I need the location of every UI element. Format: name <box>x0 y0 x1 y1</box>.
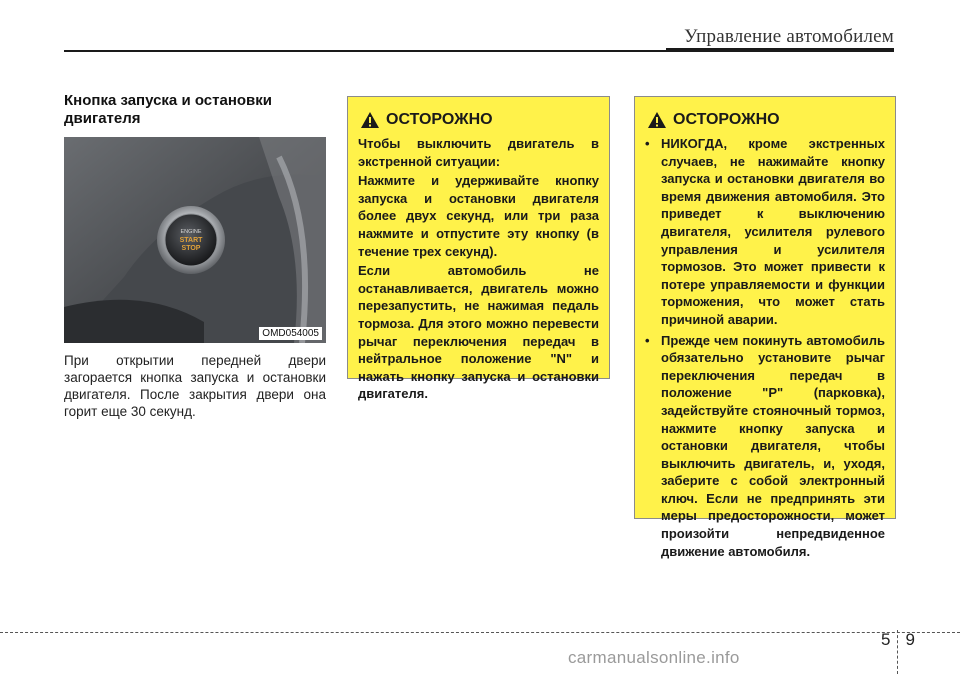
image-caption: OMD054005 <box>259 327 322 340</box>
page-index: 9 <box>905 630 915 649</box>
header-rule-accent <box>666 48 894 52</box>
watermark: carmanualsonline.info <box>568 648 740 667</box>
warning-paragraph: Если автомобиль не останавливается, двигатель можно перезапустить, не нажимая педаль тормоза. Для этого можно перевести рычаг переключения передач в нейтральное положение "N" и нажать кнопку запуска и остановки двигателя. <box>358 263 599 402</box>
list-item <box>645 332 885 561</box>
warning-box-emergency-stop <box>347 96 610 402</box>
warning-list <box>645 135 885 560</box>
engine-start-button-photo <box>64 137 326 343</box>
warning-title-text: ОСТОРОЖНО <box>673 111 780 129</box>
warning-title-text: ОСТОРОЖНО <box>386 111 493 129</box>
page-number-divider <box>897 630 898 674</box>
warning-triangle-icon <box>647 111 667 129</box>
warning-box-driving-safety <box>634 96 896 559</box>
button-label-engine: ENGINE <box>180 229 202 235</box>
page-chapter: 5 <box>881 630 891 649</box>
warning-title <box>647 109 885 131</box>
bullet-icon: • <box>645 332 650 348</box>
list-item <box>645 135 885 329</box>
list-item-text: Прежде чем покинуть автомобиль обязательно установите рычаг переключения передач в положение "P" (парковка), задействуйте стояночный тормоз, нажмите кнопку запуска и остановки двигателя, чтобы выключить двигатель, и, уходя, заберите с собой электронный ключ. Если не предпринять эти меры предосторожности, может произойти непредвиденное движение автомобиля. <box>661 332 885 559</box>
warning-paragraph: Чтобы выключить двигатель в экстренной ситуации: <box>358 136 599 169</box>
body-paragraph: При открытии передней двери загорается кнопка запуска и остановки двигателя. После закрытия двери она горит еще 30 секунд. <box>64 353 326 419</box>
dashboard-illustration <box>64 137 326 343</box>
footer-rule <box>0 632 960 633</box>
page-number <box>881 630 915 674</box>
warning-title <box>360 109 599 131</box>
warning-paragraph: Нажмите и удерживайте кнопку запуска и остановки двигателя более двух секунд, или три раза нажмите и отпустите эту кнопку (в течение трех секунд). <box>358 173 599 259</box>
bullet-icon: • <box>645 136 650 151</box>
button-label-stop: STOP <box>181 245 201 252</box>
chapter-title: Управление автомобилем <box>684 26 894 47</box>
warning-triangle-icon <box>360 111 380 129</box>
button-label-start: START <box>179 237 203 244</box>
section-heading-line1: Кнопка запуска и остановки <box>64 92 273 109</box>
section-heading <box>64 92 326 128</box>
list-item-text: НИКОГДА, кроме экстренных случаев, не нажимайте кнопку запуска и остановки двигателя во время движения автомобиля. Это приведет к выключению двигателя, усилителя рулевого управления и усилителя тормозов. Это может привести к потере управляемости и функции торможения, что может стать причиной аварии. <box>661 136 885 327</box>
section-heading-line2: двигателя <box>64 110 141 127</box>
